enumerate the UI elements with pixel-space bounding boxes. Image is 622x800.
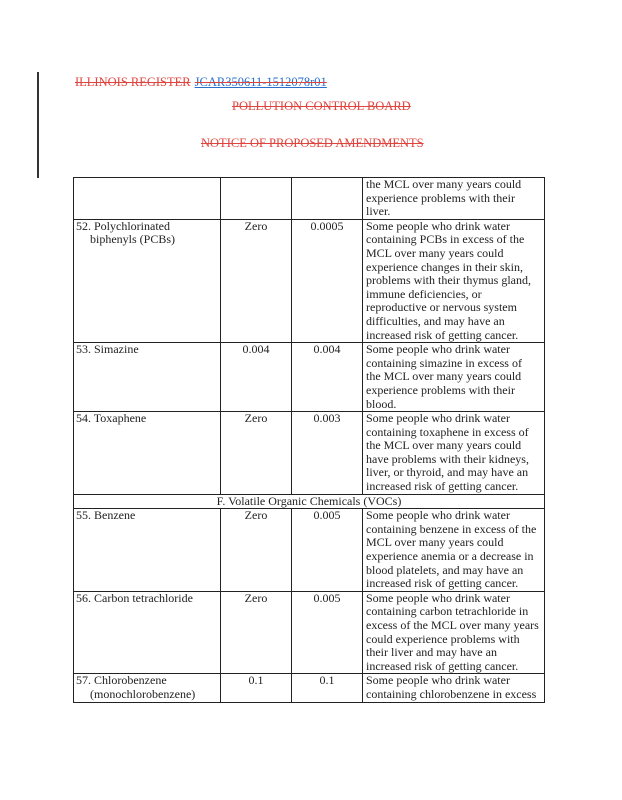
- health-effects-cell: [363, 178, 545, 220]
- contaminant-name-line: biphenyls (PCBs): [90, 232, 176, 247]
- section-row: [74, 494, 545, 509]
- contaminants-table: [73, 177, 545, 703]
- contaminant-name-line: 56. Carbon tetrachloride: [76, 590, 193, 605]
- table-row: [74, 674, 545, 702]
- health-effects-line: the MCL over many years could: [366, 177, 522, 191]
- health-effects-line: containing simazine in excess of: [366, 355, 522, 370]
- health-effects-line: Some people who drink water: [366, 590, 510, 605]
- health-effects-line: Some people who drink water: [366, 673, 510, 688]
- mcl-cell: 0.005: [292, 509, 363, 592]
- table-row: [74, 412, 545, 495]
- health-effects-line: liver, or thyroid, and may have an: [366, 465, 529, 480]
- mcl-cell: 0.0005: [292, 219, 363, 342]
- health-effects-line: their liver and may have an: [366, 645, 497, 660]
- health-effects-line: blood platelets, and may have an: [366, 562, 524, 577]
- health-effects-line: increased risk of getting cancer.: [366, 576, 519, 591]
- health-effects-line: liver.: [366, 204, 391, 219]
- contaminant-name-line: (monochlorobenzene): [90, 686, 196, 701]
- notice-title: NOTICE OF PROPOSED AMENDMENTS: [201, 136, 424, 150]
- health-effects-line: containing PCBs in excess of the: [366, 232, 525, 247]
- mclg-cell: Zero: [221, 219, 292, 342]
- table-row: [74, 591, 545, 674]
- mclg-cell: 0.004: [221, 343, 292, 412]
- health-effects-line: increased risk of getting cancer.: [366, 479, 519, 494]
- health-effects-line: experience changes in their skin,: [366, 259, 523, 274]
- health-effects-line: Some people who drink water: [366, 218, 510, 233]
- health-effects-line: containing toxaphene in excess of: [366, 424, 529, 439]
- health-effects-cell: [363, 591, 545, 674]
- contaminant-name-line: 53. Simazine: [76, 342, 139, 357]
- health-effects-line: difficulties, and may have an: [366, 313, 505, 328]
- health-effects-line: MCL over many years could: [366, 245, 504, 260]
- health-effects-line: immune deficiencies, or: [366, 286, 482, 301]
- mcl-cell: 0.004: [292, 343, 363, 412]
- contaminant-name-cell: [74, 412, 221, 495]
- table-row: [74, 509, 545, 592]
- health-effects-line: containing benzene in excess of the: [366, 521, 537, 536]
- register-header: [75, 75, 327, 90]
- health-effects-line: experience anemia or a decrease in: [366, 549, 534, 564]
- section-title: F. Volatile Organic Chemicals (VOCs): [74, 494, 545, 509]
- health-effects-line: increased risk of getting cancer.: [366, 658, 519, 673]
- health-effects-line: Some people who drink water: [366, 411, 510, 426]
- contaminant-name-cell: [74, 219, 221, 342]
- mclg-cell: Zero: [221, 412, 292, 495]
- register-title: ILLINOIS REGISTER: [75, 75, 191, 89]
- table-row: [74, 343, 545, 412]
- document-id-link[interactable]: JCAR350611-1512078r01: [194, 75, 327, 89]
- health-effects-line: could experience problems with: [366, 631, 520, 646]
- health-effects-line: blood.: [366, 396, 397, 411]
- contaminant-name-cell: [74, 343, 221, 412]
- health-effects-cell: [363, 343, 545, 412]
- mclg-cell: Zero: [221, 591, 292, 674]
- health-effects-line: the MCL over many years could: [366, 438, 522, 453]
- contaminant-name-line: 54. Toxaphene: [76, 411, 147, 426]
- contaminant-name-line: 52. Polychlorinated: [76, 218, 170, 233]
- health-effects-cell: [363, 509, 545, 592]
- mclg-cell: [221, 178, 292, 220]
- contaminant-name-cell: [74, 674, 221, 702]
- health-effects-line: reproductive or nervous system: [366, 300, 517, 315]
- health-effects-line: problems with their thymus gland,: [366, 273, 531, 288]
- mcl-cell: 0.005: [292, 591, 363, 674]
- health-effects-cell: [363, 412, 545, 495]
- contaminant-name-line: 55. Benzene: [76, 508, 136, 523]
- health-effects-line: excess of the MCL over many years: [366, 618, 539, 632]
- health-effects-line: the MCL over many years could: [366, 369, 522, 384]
- contaminant-name-cell: [74, 591, 221, 674]
- health-effects-line: experience problems with their: [366, 382, 515, 397]
- health-effects-line: MCL over many years could: [366, 535, 504, 550]
- table-row: [74, 219, 545, 342]
- health-effects-line: experience problems with their: [366, 190, 515, 205]
- health-effects-cell: [363, 674, 545, 702]
- contaminant-name-cell: [74, 509, 221, 592]
- mcl-cell: 0.003: [292, 412, 363, 495]
- health-effects-line: containing chlorobenzene in excess: [366, 686, 537, 701]
- mclg-cell: Zero: [221, 509, 292, 592]
- board-title: POLLUTION CONTROL BOARD: [232, 99, 411, 113]
- revision-bar: [37, 72, 39, 178]
- contaminant-name-line: 57. Chlorobenzene: [76, 673, 167, 688]
- health-effects-cell: [363, 219, 545, 342]
- table-row: [74, 178, 545, 220]
- contaminant-name-cell: [74, 178, 221, 220]
- health-effects-line: Some people who drink water: [366, 342, 510, 357]
- health-effects-line: containing carbon tetrachloride in: [366, 604, 529, 619]
- health-effects-line: increased risk of getting cancer.: [366, 327, 519, 342]
- health-effects-line: have problems with their kidneys,: [366, 451, 529, 466]
- mcl-cell: [292, 178, 363, 220]
- health-effects-line: Some people who drink water: [366, 508, 510, 523]
- mclg-cell: 0.1: [221, 674, 292, 702]
- mcl-cell: 0.1: [292, 674, 363, 702]
